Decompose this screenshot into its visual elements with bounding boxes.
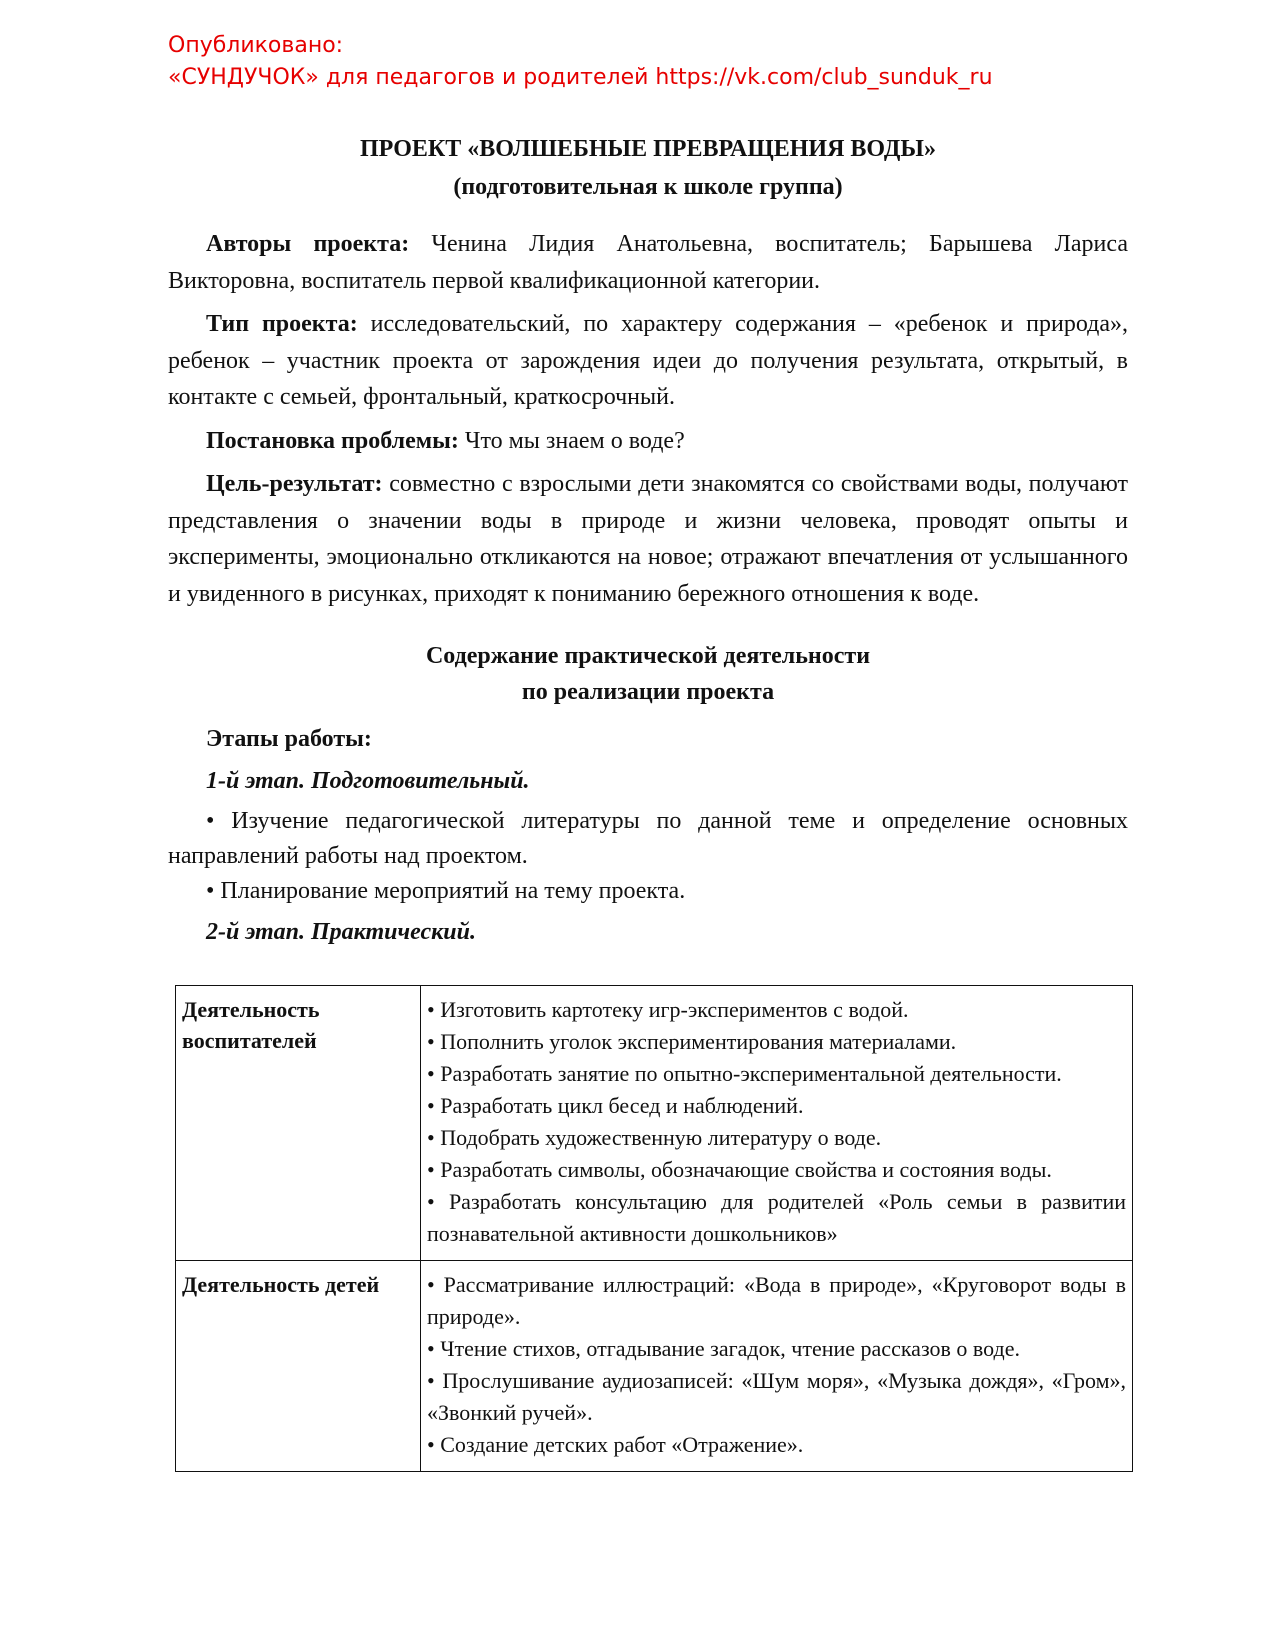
document-title [168,130,1128,206]
goal-label: Цель-результат: [206,471,383,497]
list-item: • Изготовить картотеку игр-экспериментов с водой. [427,997,909,1022]
list-item: • Чтение стихов, отгадывание загадок, чтение рассказов о воде. [427,1336,1020,1361]
list-item: • Разработать символы, обозначающие свойства и состояния воды. [427,1157,1052,1182]
problem-paragraph [168,423,1128,460]
authors-paragraph [168,226,1128,299]
stage-1-bullet: • Изучение педагогической литературы по данной теме и определение основных направлений работы над проектом. [168,808,1128,869]
problem-text: Что мы знаем о воде? [458,427,685,454]
list-item: • Подобрать художественную литературу о воде. [427,1125,882,1150]
authors-label: Авторы проекта: [206,231,410,257]
table-row [176,986,1133,1261]
table-row [176,1261,1133,1472]
items-cell [421,986,1133,1261]
list-item: • Пополнить уголок экспериментирования материалами. [427,1029,957,1054]
project-type-paragraph [168,306,1128,416]
publication-line-2: «СУНДУЧОК» для педагогов и родителей https://vk.com/club_sunduk_ru [168,65,993,90]
section-heading-line-1: Содержание практической деятельности [425,643,871,669]
title-sub: (подготовительная к школе группа) [453,174,843,200]
list-item: • Создание детских работ «Отражение». [427,1432,804,1457]
stage-2-title: 2-й этап. Практический. [206,919,476,945]
role-cell: Деятельность детей [176,1261,421,1472]
goal-paragraph [168,466,1128,612]
activities-table [175,985,1133,1472]
authors-text: Ченина Лидия Анатольевна, воспитатель; Барышева Лариса Викторовна, воспитатель первой квалификационной категории. [168,231,1128,294]
section-heading-line-2: по реализации проекта [521,679,775,705]
list-item: • Разработать цикл бесед и наблюдений. [427,1093,804,1118]
project-type-label: Тип проекта: [206,311,358,337]
stage-1-bullet: • Планирование мероприятий на тему проекта. [206,878,686,904]
stage-1-title: 1-й этап. Подготовительный. [206,768,530,794]
problem-label: Постановка проблемы: [206,427,459,454]
publication-notice [168,30,993,94]
list-item: • Прослушивание аудиозаписей: «Шум моря», «Музыка дождя», «Гром», «Звонкий ручей». [427,1368,1126,1425]
items-cell [421,1261,1133,1472]
stages-label: Этапы работы: [206,726,372,752]
section-heading [168,638,1128,710]
goal-text: совместно с взрослыми дети знакомятся со свойствами воды, получают представления о значении воды в природе и жизни человека, проводят опыты и эксперименты, эмоционально откликаются на новое; отражают впечатления от услышанного и увиденного в рисунках, приходят к пониманию бережного отношения к воде. [168,471,1128,607]
role-cell: Деятельность воспитателей [176,986,421,1261]
list-item: • Разработать занятие по опытно-экспериментальной деятельности. [427,1061,1062,1086]
document-body [168,130,1128,955]
project-type-text: исследовательский, по характеру содержания – «ребенок и природа», ребенок – участник проекта от зарождения идеи до получения результата, открытый, в контакте с семьей, фронтальный, краткосрочный. [168,311,1128,410]
publication-line-1: Опубликовано: [168,33,344,58]
title-main: ПРОЕКТ «ВОЛШЕБНЫЕ ПРЕВРАЩЕНИЯ ВОДЫ» [360,136,936,162]
list-item: • Рассматривание иллюстраций: «Вода в природе», «Круговорот воды в природе». [427,1272,1126,1329]
list-item: • Разработать консультацию для родителей «Роль семьи в развитии познавательной активности дошкольников» [427,1189,1126,1246]
